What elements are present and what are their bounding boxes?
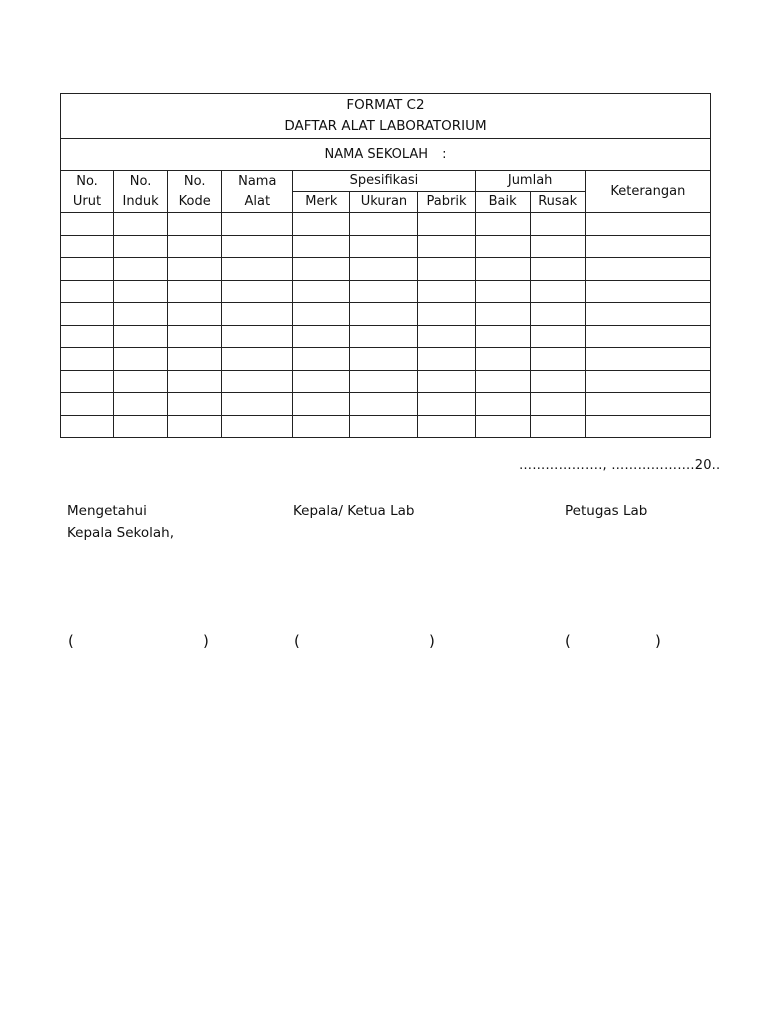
table-cell[interactable] xyxy=(350,258,418,281)
table-cell[interactable] xyxy=(350,370,418,393)
table-cell[interactable] xyxy=(293,213,350,236)
table-cell[interactable] xyxy=(350,325,418,348)
equipment-list-table xyxy=(60,93,711,438)
form-title-cell xyxy=(61,94,711,139)
form-title: FORMAT C2 xyxy=(346,97,425,113)
table-cell[interactable] xyxy=(350,235,418,258)
table-cell[interactable] xyxy=(168,280,222,303)
table-cell[interactable] xyxy=(168,213,222,236)
header-no-kode xyxy=(168,171,222,213)
table-cell[interactable] xyxy=(222,213,293,236)
table-cell[interactable] xyxy=(293,258,350,281)
table-cell[interactable] xyxy=(168,258,222,281)
signature-block-lab-officer xyxy=(565,500,647,522)
header-jumlah: Jumlah xyxy=(475,171,585,192)
table-cell[interactable] xyxy=(293,280,350,303)
table-cell[interactable] xyxy=(222,303,293,326)
table-cell[interactable] xyxy=(114,348,168,371)
table-cell[interactable] xyxy=(222,370,293,393)
table-cell[interactable] xyxy=(222,348,293,371)
table-cell[interactable] xyxy=(114,213,168,236)
principal-name-open-paren: ( xyxy=(68,632,74,650)
header-keterangan: Keterangan xyxy=(585,171,710,213)
table-cell[interactable] xyxy=(222,280,293,303)
header-pabrik: Pabrik xyxy=(418,192,475,213)
header-ukuran: Ukuran xyxy=(350,192,418,213)
table-cell[interactable] xyxy=(585,235,710,258)
table-cell[interactable] xyxy=(61,303,114,326)
school-name-cell[interactable] xyxy=(61,139,711,171)
table-cell[interactable] xyxy=(222,415,293,438)
table-cell[interactable] xyxy=(418,258,475,281)
table-cell[interactable] xyxy=(293,325,350,348)
table-cell[interactable] xyxy=(585,370,710,393)
lab-head-name-close-paren: ) xyxy=(429,632,435,650)
lab-officer-name-open-paren: ( xyxy=(565,632,571,650)
header-no-kode-line2: Kode xyxy=(178,193,211,209)
table-cell[interactable] xyxy=(114,393,168,416)
table-cell[interactable] xyxy=(475,370,530,393)
table-cell[interactable] xyxy=(61,415,114,438)
table-cell[interactable] xyxy=(293,235,350,258)
table-row xyxy=(61,258,711,281)
petugas-lab-label: Petugas Lab xyxy=(565,503,648,519)
table-cell[interactable] xyxy=(475,415,530,438)
table-cell[interactable] xyxy=(293,370,350,393)
date-line[interactable]: ………………., ……………….20.. xyxy=(519,458,721,473)
table-cell[interactable] xyxy=(475,280,530,303)
table-cell[interactable] xyxy=(168,415,222,438)
header-no-induk xyxy=(114,171,168,213)
header-no-urut xyxy=(61,171,114,213)
kepala-sekolah-label: Kepala Sekolah, xyxy=(67,525,174,541)
header-no-induk-line2: Induk xyxy=(122,193,159,209)
table-cell[interactable] xyxy=(61,393,114,416)
table-cell[interactable] xyxy=(418,348,475,371)
table-row xyxy=(61,325,711,348)
school-name-colon: : xyxy=(442,146,447,162)
table-cell[interactable] xyxy=(475,213,530,236)
table-cell[interactable] xyxy=(222,393,293,416)
table-row xyxy=(61,348,711,371)
table-cell[interactable] xyxy=(418,393,475,416)
table-cell[interactable] xyxy=(350,415,418,438)
table-row xyxy=(61,213,711,236)
table-row xyxy=(61,235,711,258)
table-cell[interactable] xyxy=(585,213,710,236)
mengetahui-label: Mengetahui xyxy=(67,503,147,519)
table-body xyxy=(61,213,711,438)
table-cell[interactable] xyxy=(530,393,585,416)
table-cell[interactable] xyxy=(61,258,114,281)
table-cell[interactable] xyxy=(350,393,418,416)
header-nama-alat-line1: Nama xyxy=(238,173,277,189)
table-cell[interactable] xyxy=(585,258,710,281)
signature-block-lab-head xyxy=(293,500,414,522)
table-cell[interactable] xyxy=(168,325,222,348)
table-cell[interactable] xyxy=(418,370,475,393)
table-cell[interactable] xyxy=(530,280,585,303)
header-nama-alat-line2: Alat xyxy=(244,193,271,209)
table-cell[interactable] xyxy=(168,348,222,371)
table-cell[interactable] xyxy=(61,325,114,348)
table-cell[interactable] xyxy=(475,393,530,416)
table-row xyxy=(61,303,711,326)
table-cell[interactable] xyxy=(222,258,293,281)
table-cell[interactable] xyxy=(61,348,114,371)
table-cell[interactable] xyxy=(530,258,585,281)
table-cell[interactable] xyxy=(61,235,114,258)
table-cell[interactable] xyxy=(114,370,168,393)
table-cell[interactable] xyxy=(114,415,168,438)
table-cell[interactable] xyxy=(418,213,475,236)
table-cell[interactable] xyxy=(350,213,418,236)
table-cell[interactable] xyxy=(475,258,530,281)
table-cell[interactable] xyxy=(585,348,710,371)
table-cell[interactable] xyxy=(585,325,710,348)
table-cell[interactable] xyxy=(168,235,222,258)
table-cell[interactable] xyxy=(168,393,222,416)
table-cell[interactable] xyxy=(475,303,530,326)
table-cell[interactable] xyxy=(114,280,168,303)
table-cell[interactable] xyxy=(293,303,350,326)
table-cell[interactable] xyxy=(418,280,475,303)
table-cell[interactable] xyxy=(114,258,168,281)
table-cell[interactable] xyxy=(475,325,530,348)
header-no-urut-line2: Urut xyxy=(72,193,102,209)
table-cell[interactable] xyxy=(222,235,293,258)
table-cell[interactable] xyxy=(168,370,222,393)
table-cell[interactable] xyxy=(530,370,585,393)
table-cell[interactable] xyxy=(585,303,710,326)
table-cell[interactable] xyxy=(114,235,168,258)
header-no-induk-line1: No. xyxy=(129,173,152,189)
table-cell[interactable] xyxy=(168,303,222,326)
table-cell[interactable] xyxy=(418,325,475,348)
table-cell[interactable] xyxy=(350,348,418,371)
principal-name-close-paren: ) xyxy=(203,632,209,650)
table-cell[interactable] xyxy=(293,348,350,371)
table-cell[interactable] xyxy=(418,415,475,438)
table-cell[interactable] xyxy=(585,280,710,303)
signature-block-principal xyxy=(67,500,174,544)
table-cell[interactable] xyxy=(585,415,710,438)
table-cell[interactable] xyxy=(418,235,475,258)
header-merk: Merk xyxy=(293,192,350,213)
table-cell[interactable] xyxy=(61,280,114,303)
header-no-urut-line1: No. xyxy=(76,173,98,189)
table-cell[interactable] xyxy=(114,325,168,348)
table-row xyxy=(61,415,711,438)
table-cell[interactable] xyxy=(530,235,585,258)
school-name-label: NAMA SEKOLAH xyxy=(324,146,429,162)
header-no-kode-line1: No. xyxy=(183,173,206,189)
table-row xyxy=(61,280,711,303)
header-spesifikasi: Spesifikasi xyxy=(293,171,475,192)
table-cell[interactable] xyxy=(61,213,114,236)
table-cell[interactable] xyxy=(475,348,530,371)
header-baik: Baik xyxy=(475,192,530,213)
table-cell[interactable] xyxy=(114,303,168,326)
table-cell[interactable] xyxy=(530,303,585,326)
table-cell[interactable] xyxy=(222,325,293,348)
table-cell[interactable] xyxy=(530,415,585,438)
lab-officer-name-close-paren: ) xyxy=(655,632,661,650)
table-cell[interactable] xyxy=(530,348,585,371)
kepala-lab-label: Kepala/ Ketua Lab xyxy=(293,503,415,519)
table-row xyxy=(61,370,711,393)
table-cell[interactable] xyxy=(530,325,585,348)
table-cell[interactable] xyxy=(293,393,350,416)
table-cell[interactable] xyxy=(530,213,585,236)
table-cell[interactable] xyxy=(585,393,710,416)
table-cell[interactable] xyxy=(293,415,350,438)
header-rusak: Rusak xyxy=(530,192,585,213)
form-subtitle: DAFTAR ALAT LABORATORIUM xyxy=(284,118,487,134)
table-row xyxy=(61,393,711,416)
table-cell[interactable] xyxy=(61,370,114,393)
table-cell[interactable] xyxy=(475,235,530,258)
lab-head-name-open-paren: ( xyxy=(294,632,300,650)
table-cell[interactable] xyxy=(350,303,418,326)
header-nama-alat xyxy=(222,171,293,213)
table-cell[interactable] xyxy=(350,280,418,303)
table-cell[interactable] xyxy=(418,303,475,326)
